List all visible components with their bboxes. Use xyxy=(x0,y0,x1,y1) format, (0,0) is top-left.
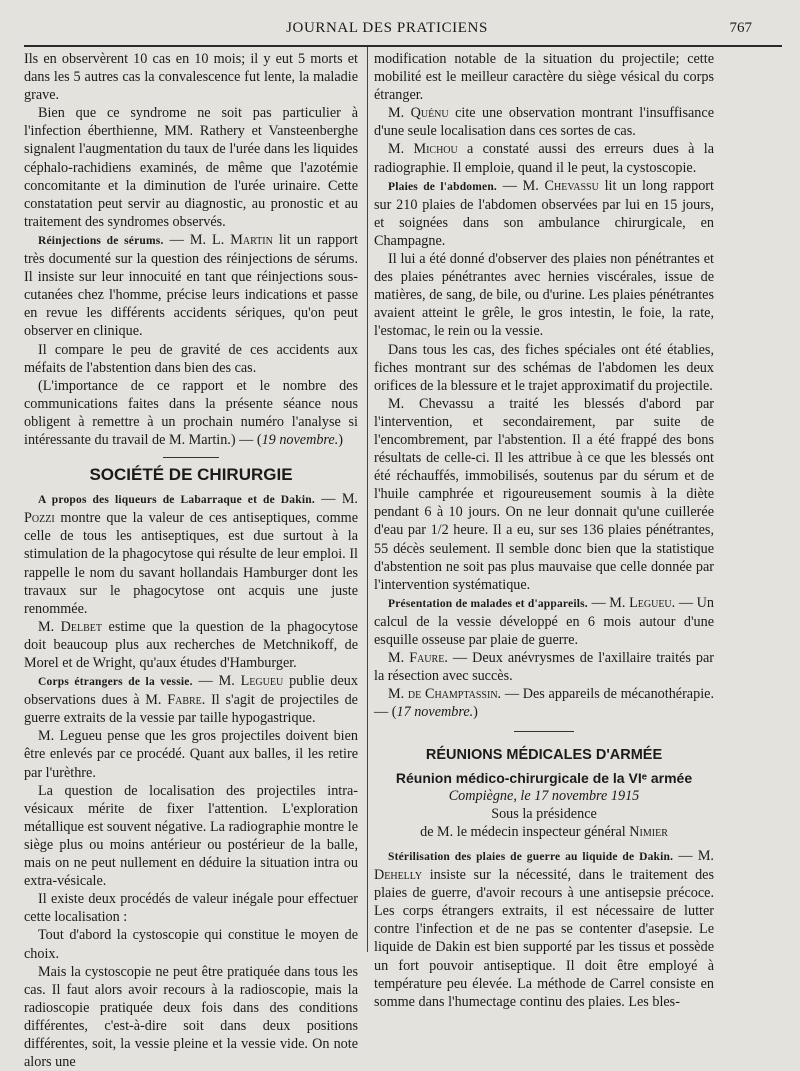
author-name: Fabre xyxy=(167,692,202,709)
journal-title: JOURNAL DES PRATICIENS xyxy=(286,20,488,36)
subsection-title: Corps étrangers de la vessie. xyxy=(38,676,193,689)
subsection-title: Stérilisation des plaies de guerre au liquide de Dakin. xyxy=(388,850,674,863)
separator xyxy=(514,731,574,732)
author-name: Michou xyxy=(413,141,458,158)
paragraph: Tout d'abord la cystoscopie qui constitue le moyen de choix. xyxy=(24,927,358,962)
meeting-title: Réunion médico-chirurgicale de la VIᵉ armée xyxy=(395,769,693,786)
paragraph: Dans tous les cas, des fiches spéciales ont été établies, fiches montrant sur des schémas de l'abdomen les deux orifices de la blessure et le trajet approximatif du projectile. xyxy=(374,341,714,394)
paragraph: M. Michou a constaté aussi des erreurs dues à la radiographie. Il emploie, quand il le peut, la cystoscopie. xyxy=(374,141,714,176)
presidence-line: Sous la présidence xyxy=(491,805,597,822)
right-column xyxy=(374,50,714,1011)
paragraph: Bien que ce syndrome ne soit pas particulier à l'infection éberthienne, MM. Rathery et Vansteenberghe signalent l'augmentation du taux de l'urée dans les liquides céphalo-rachidiens examinés, de même que l'azotémie concomitante et la diminution de l'urée urinaire. Cette constatation peut servir au diagnostic, au pronostic et au traitement des syndromes observés. xyxy=(24,105,358,230)
author-name: Faure xyxy=(409,650,445,667)
date: 19 novembre. xyxy=(261,431,339,448)
paragraph: Il compare le peu de gravité de ces accidents aux méfaits de l'abstention dans bien des cas. xyxy=(24,341,358,376)
section-title: SOCIÉTÉ DE CHIRURGIE xyxy=(89,465,293,485)
subsection-title: Plaies de l'abdomen. xyxy=(388,180,497,193)
paragraph: A propos des liqueurs de Labarraque et de Dakin. — M. Pozzi montre que la valeur de ces antiseptiques, comme celle de tous les antiseptiques, est due surtout à la stimulation de la phagocytose qui résulte de leur emploi. Il rappelle le nom du savant hollandais Hamburger dont les travaux sur le phagocytose ont acquis une juste renommée. xyxy=(24,491,358,617)
paragraph: Plaies de l'abdomen. — M. Chevassu lit un long rapport sur 210 plaies de l'abdomen observées par lui en 15 jours, et soignées dans son ambulance chirurgicale, en Champagne. xyxy=(374,177,714,249)
paragraph: Mais la cystoscopie ne peut être pratiquée dans tous les cas. Il faut alors avoir recours à la radioscopie, mais la radioscopie pratiquée deux fois dans des conditions différentes, c'est-à-dire soit dans deux positions différentes, soit, la vessie pleine et la vessie vide. On note alors une xyxy=(24,963,358,1071)
left-column xyxy=(24,50,358,1071)
paragraph: M. Legueu pense que les gros projectiles doivent bien être enlevés par ce procédé. Quant aux balles, il les retire par l'urèthre. xyxy=(24,728,358,781)
date: 17 novembre. xyxy=(396,704,474,721)
paragraph: Ils en observèrent 10 cas en 10 mois; il y eut 5 morts et dans les 5 autres cas la convalescence fut lente, la maladie grave. xyxy=(24,51,358,104)
separator xyxy=(163,457,219,458)
author-name: Nimier xyxy=(629,823,668,840)
meeting-place-date: Compiègne, le 17 novembre 1915 xyxy=(448,787,640,804)
paragraph: M. Quénu cite une observation montrant l'insuffisance d'une seule localisation dans ces sortes de cas. xyxy=(374,105,714,140)
paragraph: (L'importance de ce rapport et le nombre des communications faites dans la présente séance nous obligent à remettre à un prochain numéro l'analyse si intéressante du travail de M. Martin.) — (19 novembre.) xyxy=(24,377,358,448)
page-number: 767 xyxy=(729,20,752,36)
author-name: Legueu xyxy=(629,594,672,611)
author-name: Dehelly xyxy=(374,867,423,884)
president-line: de M. le médecin inspecteur général Nimier xyxy=(420,823,668,840)
running-head xyxy=(22,14,752,40)
author-name: Legueu xyxy=(240,673,284,690)
paragraph: Présentation de malades et d'appareils. — M. Legueu. — Un calcul de la vessie développé en 6 mois autour d'une esquille osseuse par plaie de guerre. xyxy=(374,594,714,648)
author-name: Quénu xyxy=(410,105,449,122)
paragraph: modification notable de la situation du projectile; cette mobilité est le meilleur caractère du siège vésical du corps étranger. xyxy=(374,51,714,104)
header-rule xyxy=(24,45,782,47)
paragraph: Il existe deux procédés de valeur inégale pour effectuer cette localisation : xyxy=(24,891,358,926)
paragraph: Corps étrangers de la vessie. — M. Legueu publie deux observations dues à M. Fabre. Il s'agit de projectiles de guerre extraits de la vessie par taille hypogastrique. xyxy=(24,673,358,727)
subsection-title: Réinjections de sérums. xyxy=(38,234,164,247)
paragraph: M. Faure. — Deux anévrysmes de l'axillaire traités par la résection avec succès. xyxy=(374,650,714,685)
paragraph: Il lui a été donné d'observer des plaies non pénétrantes et des plaies pénétrantes avec hernies viscérales, issue de matières, de sang, de bile, ou d'urine. Les plaies pénétrantes avaient atteint le grêle, le gros intestin, le foie, la rate, l'estomac, le rein ou la vessie. xyxy=(374,251,714,340)
author-name: Martin xyxy=(230,231,273,248)
author-name: de Champtassin xyxy=(407,686,498,703)
author-name: Pozzi xyxy=(24,510,55,527)
section-title: RÉUNIONS MÉDICALES D'ARMÉE xyxy=(425,747,663,764)
paragraph: Stérilisation des plaies de guerre au liquide de Dakin. — M. Dehelly insiste sur la nécessité, dans le traitement des plaies de guerre, d'avoir recours à une antisepsie précoce. Les corps étrangers extraits, il est nécessaire de lutter contre l'infection et de ne pas se contenter d'asepsie. Le liquide de Dakin est bien supporté par les tissus et possède un fort pouvoir antiseptique. Il doit être employé à température peu élevée. La méthode de Carrel consiste en somme dans l'humectage continu des plaies. Les bles- xyxy=(374,847,714,1010)
author-name: Delbet xyxy=(60,618,103,635)
subsection-title: Présentation de malades et d'appareils. xyxy=(388,597,588,610)
paragraph: M. de Champtassin. — Des appareils de mécanothérapie. — (17 novembre.) xyxy=(374,686,714,721)
subsection-title: A propos des liqueurs de Labarraque et de Dakin. xyxy=(38,494,315,507)
paragraph: M. Chevassu a traité les blessés d'abord par l'intervention, et secondairement, par suite de l'encombrement, par l'abstention. Il a été frappé des bons résultats de celle-ci. Il les attribue à ce que les blessés ont été réchauffés, immobilisés, soutenus par du sérum et de l'huile camphrée et rigoureusement soumis à la diète pendant 6 à 10 jours. On ne leur donnait qu'une cuillerée d'eau par 1/2 heure. Il a eu, sur ses 136 plaies pénétrantes, 55 décès seulement. Il semble donc bien que la statistique d'abstention ne soit pas plus mauvaise que celle donnée par l'intervention systématique. xyxy=(374,395,714,593)
paragraph: La question de localisation des projectiles intra-vésicaux mérite de fixer l'attention. L'exploration métallique est souvent négative. La radiographie montre le siège plus ou moins antérieur ou postérieur de la balle, mais on ne peut nullement en déduire la situation intra ou extra-vésicale. xyxy=(24,782,358,890)
paragraph: M. Delbet estime que la question de la phagocytose doit beaucoup plus aux recherches de Metchnikoff, de Morel et de Wright, qu'aux études d'Hamburger. xyxy=(24,618,358,671)
paragraph: Réinjections de sérums. — M. L. Martin lit un rapport très documenté sur la question des réinjections de sérums. Il insiste sur leur innocuité en tant que réinjections sous-cutanées chez l'homme, précise leurs indications et passe en revue les différents accidents sériques, qu'on peut observer en clinique. xyxy=(24,231,358,340)
column-divider xyxy=(367,47,368,952)
author-name: Chevassu xyxy=(544,177,599,194)
